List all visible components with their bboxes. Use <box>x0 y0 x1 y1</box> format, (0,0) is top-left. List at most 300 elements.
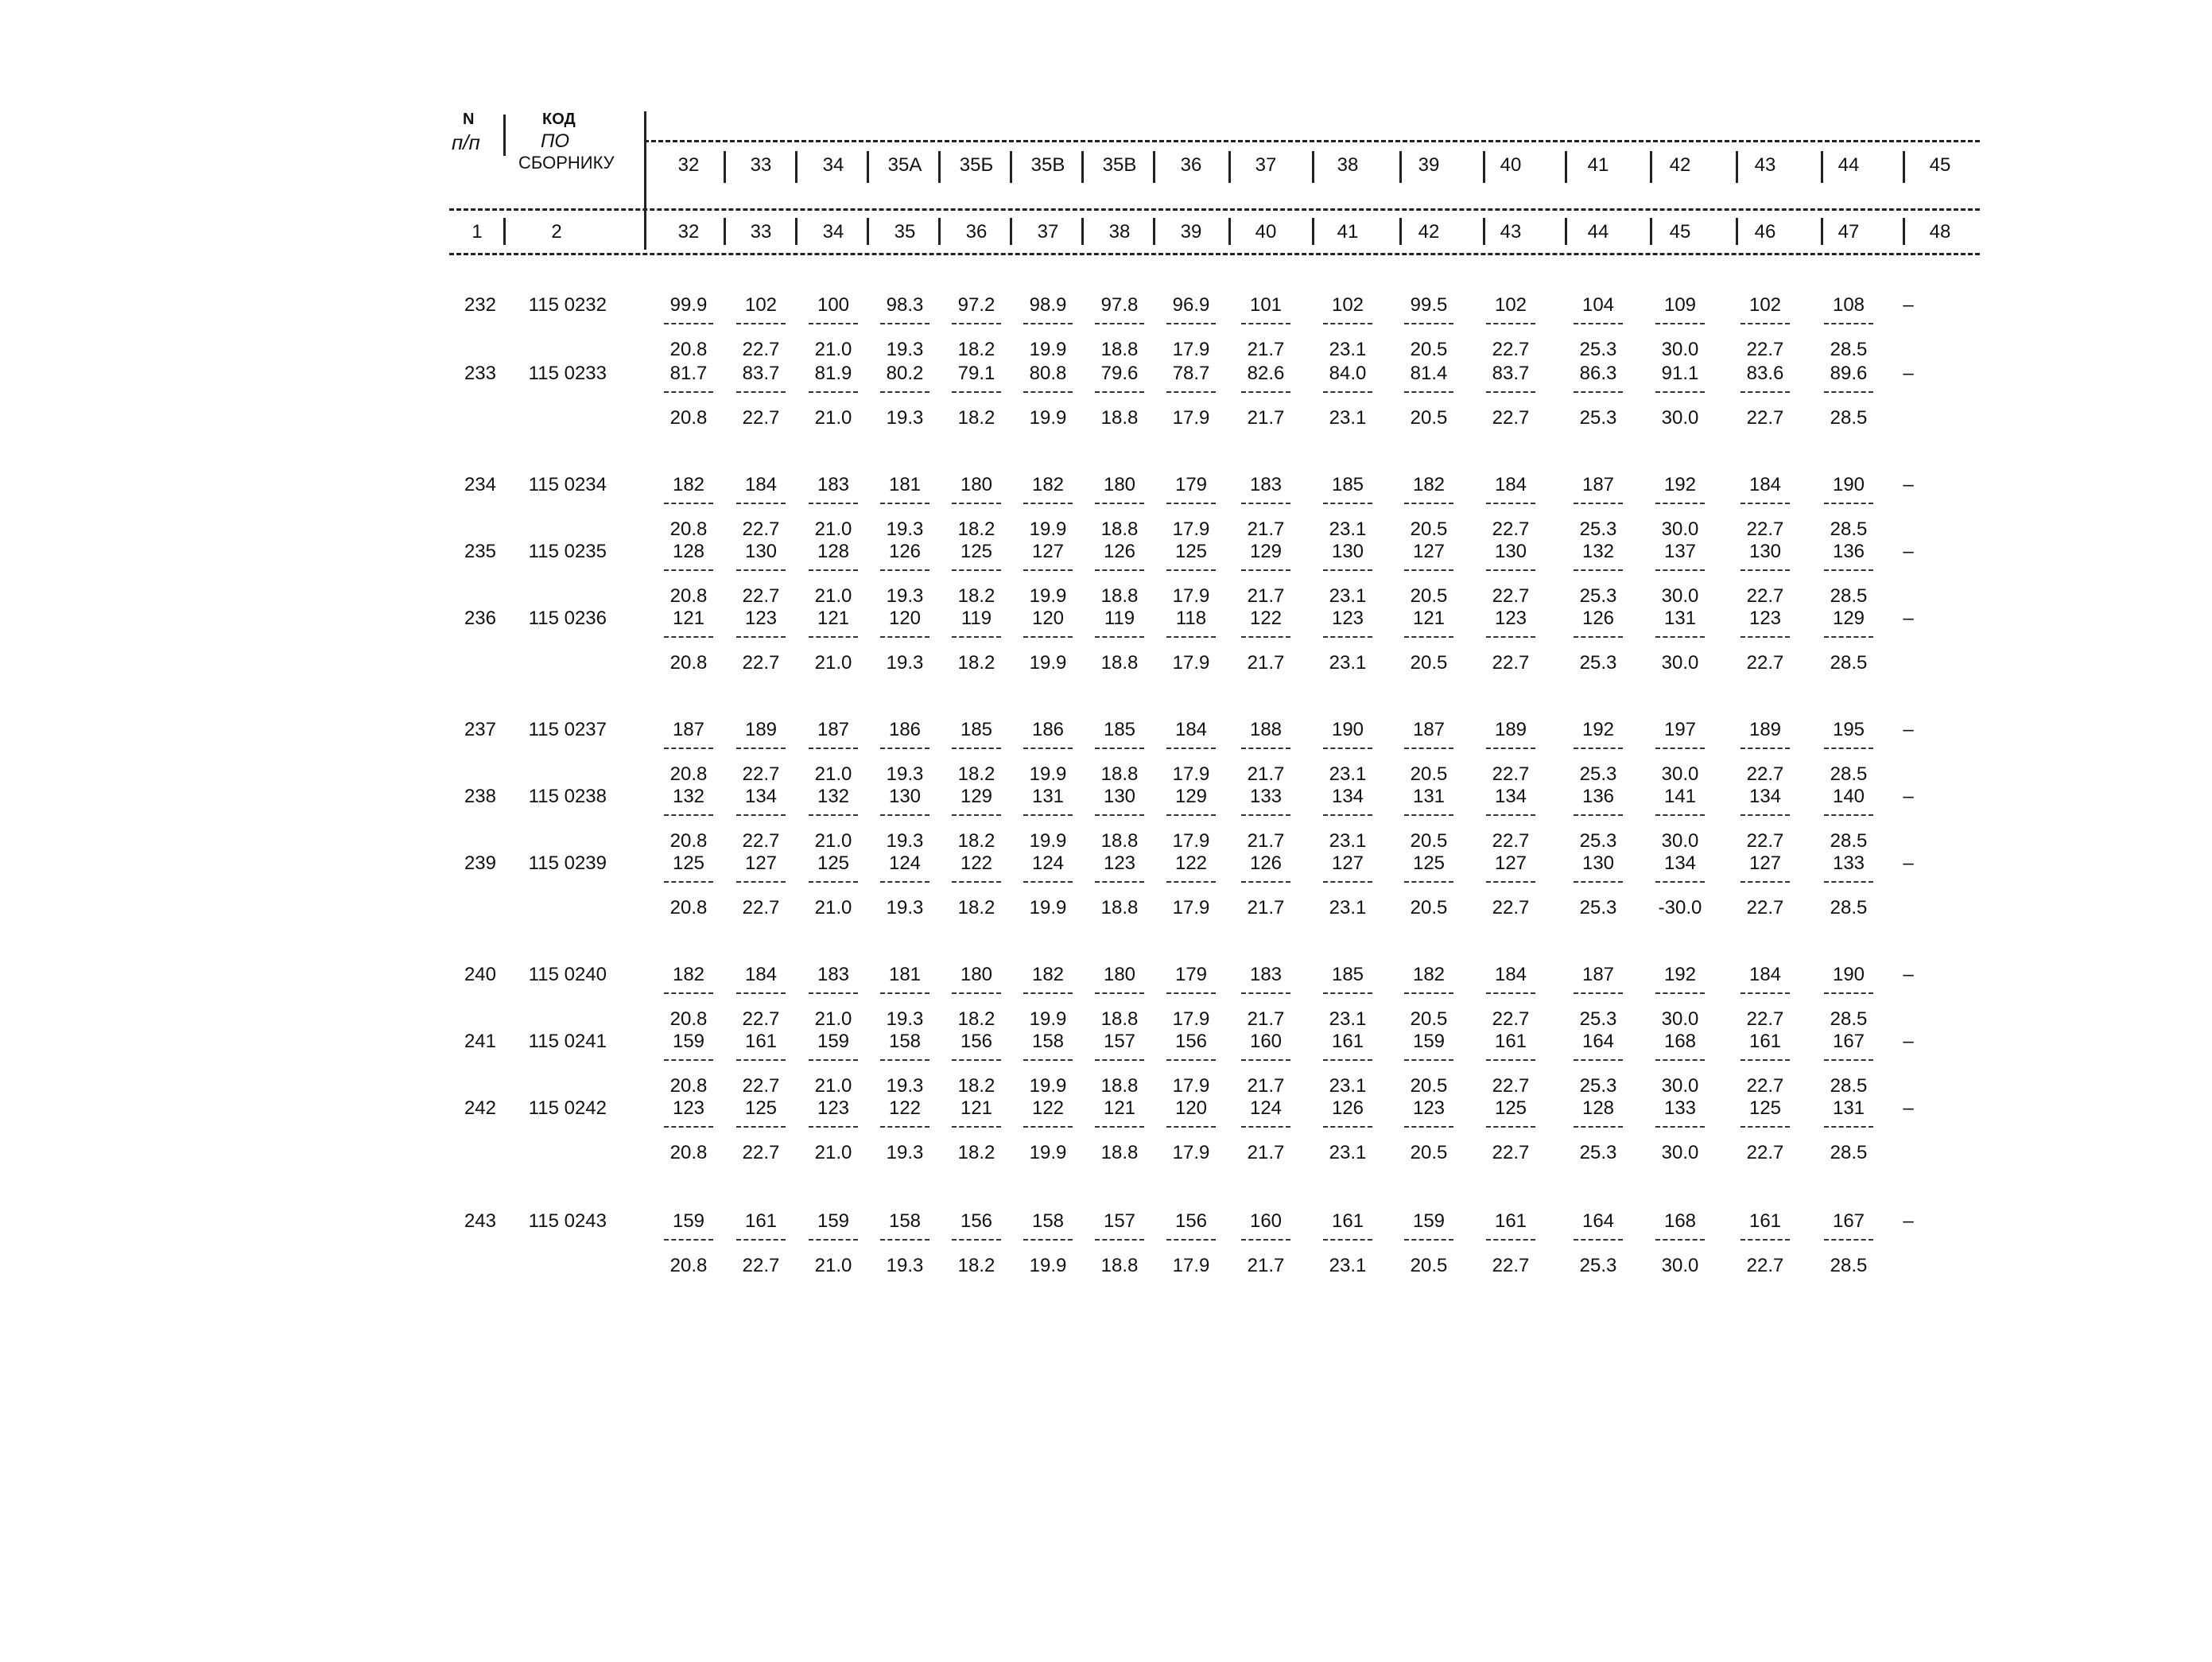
numerator-value: 130 <box>888 786 922 807</box>
numerator-value: 119 <box>960 608 992 629</box>
fraction-bar <box>1166 636 1216 638</box>
header-column-number: 46 <box>1754 221 1776 243</box>
numerator-value: 125 <box>1748 1097 1782 1119</box>
numerator-value: 131 <box>1663 608 1697 629</box>
fraction-bar <box>1740 748 1790 749</box>
header-column-label: 45 <box>1929 154 1951 176</box>
header-column-divider <box>724 151 726 183</box>
denominator-value: 19.3 <box>886 1142 924 1163</box>
numerator-value: 187 <box>672 719 705 740</box>
numerator-value: 123 <box>1412 1097 1446 1119</box>
fraction-bar <box>1323 391 1372 393</box>
denominator-value: 22.7 <box>742 652 780 674</box>
numerator-value: 84.0 <box>1329 363 1367 384</box>
numerator-value: 158 <box>888 1031 922 1052</box>
header-column-number: 48 <box>1929 221 1951 243</box>
denominator-value: 19.9 <box>1029 830 1067 852</box>
fraction-bar <box>809 1059 858 1061</box>
denominator-value: 22.7 <box>1492 339 1530 360</box>
row-code: 115 0232 <box>528 294 607 316</box>
numerator-value: 121 <box>672 608 705 629</box>
last-column-dash: – <box>1903 541 1914 562</box>
fraction-bar <box>952 503 1001 504</box>
denominator-value: 17.9 <box>1172 518 1210 540</box>
denominator-value: 22.7 <box>742 407 780 429</box>
numerator-value: 186 <box>1031 719 1065 740</box>
numerator-value: 121 <box>960 1097 993 1119</box>
denominator-value: 22.7 <box>742 1008 780 1030</box>
header-column-divider <box>1650 151 1652 183</box>
numerator-value: 140 <box>1832 786 1865 807</box>
numerator-value: 127 <box>1494 852 1527 874</box>
numerator-value: 102 <box>1494 294 1527 316</box>
fraction-bar <box>1404 569 1453 571</box>
denominator-value: 22.7 <box>742 585 780 607</box>
fraction-bar <box>952 569 1001 571</box>
denominator-value: 19.3 <box>886 1255 924 1276</box>
fraction-bar <box>1323 814 1372 816</box>
numerator-value: 127 <box>1748 852 1782 874</box>
numerator-value: 136 <box>1832 541 1865 562</box>
denominator-value: 30.0 <box>1661 518 1699 540</box>
row-code: 115 0241 <box>528 1031 607 1052</box>
fraction-bar <box>1740 814 1790 816</box>
numerator-value: 160 <box>1249 1210 1283 1232</box>
fraction-bar <box>1824 748 1873 749</box>
fraction-bar <box>952 881 1001 883</box>
fraction-bar <box>1404 503 1453 504</box>
numerator-value: 126 <box>1331 1097 1364 1119</box>
fraction-bar <box>1486 1059 1535 1061</box>
fraction-bar <box>1486 391 1535 393</box>
denominator-value: 20.8 <box>669 652 708 674</box>
fraction-bar <box>1023 1059 1073 1061</box>
fraction-bar <box>1824 1239 1873 1241</box>
numerator-value: 185 <box>1331 964 1364 985</box>
denominator-value: 18.8 <box>1100 407 1139 429</box>
denominator-value: 22.7 <box>1746 830 1784 852</box>
denominator-value: 23.1 <box>1329 1008 1367 1030</box>
numerator-value: 180 <box>960 474 993 495</box>
numerator-value: 96.9 <box>1172 294 1210 316</box>
numerator-value: 97.8 <box>1100 294 1139 316</box>
numerator-value: 141 <box>1663 786 1697 807</box>
numerator-value: 137 <box>1663 541 1697 562</box>
denominator-value: 19.3 <box>886 407 924 429</box>
numerator-value: 118 <box>1175 608 1207 629</box>
header-number-divider <box>724 218 726 245</box>
numerator-value: 167 <box>1832 1031 1865 1052</box>
numerator-value: 161 <box>744 1031 778 1052</box>
fraction-bar <box>1023 391 1073 393</box>
numerator-value: 125 <box>960 541 993 562</box>
denominator-value: 30.0 <box>1661 1255 1699 1276</box>
fraction-bar <box>1241 814 1290 816</box>
numerator-value: 180 <box>960 964 993 985</box>
numerator-value: 179 <box>1174 964 1208 985</box>
fraction-bar <box>1574 1059 1623 1061</box>
numerator-value: 126 <box>1103 541 1136 562</box>
denominator-value: 22.7 <box>1746 763 1784 785</box>
fraction-bar <box>1486 323 1535 324</box>
denominator-value: 23.1 <box>1329 585 1367 607</box>
numerator-value: 102 <box>1748 294 1782 316</box>
fraction-bar <box>1166 992 1216 994</box>
header-column-divider <box>1903 151 1905 183</box>
denominator-value: 28.5 <box>1830 339 1868 360</box>
denominator-value: 22.7 <box>1746 339 1784 360</box>
denominator-value: 19.3 <box>886 652 924 674</box>
header-column-label: 32 <box>677 154 700 176</box>
fraction-bar <box>1404 992 1453 994</box>
header-number-divider <box>1312 218 1314 245</box>
denominator-value: 22.7 <box>1492 830 1530 852</box>
denominator-value: 20.8 <box>669 1075 708 1097</box>
denominator-value: 19.9 <box>1029 339 1067 360</box>
numerator-value: 182 <box>672 964 705 985</box>
fraction-bar <box>1574 636 1623 638</box>
row-number: 237 <box>464 719 496 740</box>
numerator-value: 132 <box>1581 541 1615 562</box>
numerator-value: 158 <box>1031 1031 1065 1052</box>
fraction-bar <box>1740 1059 1790 1061</box>
denominator-value: 25.3 <box>1579 763 1617 785</box>
denominator-value: 21.7 <box>1247 1255 1285 1276</box>
denominator-value: 20.8 <box>669 1255 708 1276</box>
denominator-value: 21.7 <box>1247 518 1285 540</box>
denominator-value: 19.3 <box>886 1008 924 1030</box>
denominator-value: 18.8 <box>1100 1255 1139 1276</box>
fraction-bar <box>1824 569 1873 571</box>
fraction-bar <box>1323 323 1372 324</box>
header-column-label: 34 <box>822 154 844 176</box>
header-column-number: 47 <box>1838 221 1860 243</box>
numerator-value: 83.7 <box>742 363 780 384</box>
fraction-bar <box>1574 1239 1623 1241</box>
numerator-value: 130 <box>1331 541 1364 562</box>
fraction-bar <box>1824 636 1873 638</box>
denominator-value: 21.7 <box>1247 585 1285 607</box>
fraction-bar <box>1166 391 1216 393</box>
numerator-value: 133 <box>1663 1097 1697 1119</box>
numerator-value: 131 <box>1031 786 1065 807</box>
numerator-value: 182 <box>1412 474 1446 495</box>
numerator-value: 123 <box>1494 608 1527 629</box>
numerator-value: 120 <box>1031 608 1065 629</box>
fraction-bar <box>664 1239 713 1241</box>
fraction-bar <box>1740 881 1790 883</box>
denominator-value: 19.9 <box>1029 1075 1067 1097</box>
numerator-value: 183 <box>817 474 850 495</box>
numerator-value: 158 <box>1031 1210 1065 1232</box>
numerator-value: 156 <box>1174 1031 1208 1052</box>
numerator-value: 195 <box>1832 719 1865 740</box>
denominator-value: 18.2 <box>957 763 995 785</box>
numerator-value: 184 <box>1494 474 1527 495</box>
denominator-value: 20.5 <box>1410 1142 1448 1163</box>
fraction-bar <box>664 503 713 504</box>
fraction-bar <box>1574 881 1623 883</box>
fraction-bar <box>736 323 786 324</box>
header-column-number: 44 <box>1587 221 1609 243</box>
numerator-value: 161 <box>1748 1031 1782 1052</box>
numerator-value: 124 <box>1031 852 1065 874</box>
denominator-value: 20.5 <box>1410 407 1448 429</box>
fraction-bar <box>736 1126 786 1128</box>
denominator-value: 18.2 <box>957 339 995 360</box>
numerator-value: 122 <box>1031 1097 1065 1119</box>
header-number-divider <box>1483 218 1485 245</box>
denominator-value: 18.2 <box>957 585 995 607</box>
fraction-bar <box>809 636 858 638</box>
numerator-value: 190 <box>1331 719 1364 740</box>
fraction-bar <box>1655 391 1705 393</box>
fraction-bar <box>1655 992 1705 994</box>
fraction-bar <box>1023 992 1073 994</box>
fraction-bar <box>1655 748 1705 749</box>
fraction-bar <box>1166 503 1216 504</box>
numerator-value: 122 <box>888 1097 922 1119</box>
row-number: 233 <box>464 363 496 384</box>
denominator-value: 21.7 <box>1247 1008 1285 1030</box>
header-column-label: 37 <box>1255 154 1277 176</box>
denominator-value: 22.7 <box>742 1255 780 1276</box>
fraction-bar <box>1023 1239 1073 1241</box>
numerator-value: 99.5 <box>1410 294 1448 316</box>
header-column-label: 43 <box>1754 154 1776 176</box>
denominator-value: 20.5 <box>1410 1075 1448 1097</box>
numerator-value: 123 <box>817 1097 850 1119</box>
numerator-value: 197 <box>1663 719 1697 740</box>
fraction-bar <box>1095 881 1144 883</box>
fraction-bar <box>1166 323 1216 324</box>
numerator-value: 104 <box>1581 294 1615 316</box>
fraction-bar <box>1166 881 1216 883</box>
numerator-value: 186 <box>888 719 922 740</box>
denominator-value: 22.7 <box>1492 1142 1530 1163</box>
denominator-value: 21.0 <box>814 585 852 607</box>
denominator-value: 28.5 <box>1830 585 1868 607</box>
denominator-value: 17.9 <box>1172 1008 1210 1030</box>
fraction-bar <box>1574 1126 1623 1128</box>
fraction-bar <box>1095 323 1144 324</box>
numerator-value: 127 <box>1331 852 1364 874</box>
row-code: 115 0234 <box>528 474 607 495</box>
numerator-value: 161 <box>744 1210 778 1232</box>
fraction-bar <box>1323 636 1372 638</box>
numerator-value: 132 <box>672 786 705 807</box>
fraction-bar <box>1486 814 1535 816</box>
fraction-bar <box>1095 814 1144 816</box>
last-column-dash: – <box>1903 964 1914 985</box>
fraction-bar <box>1323 881 1372 883</box>
fraction-bar <box>809 323 858 324</box>
header-column-number: 43 <box>1500 221 1522 243</box>
header-number-divider <box>867 218 869 245</box>
row-number: 235 <box>464 541 496 562</box>
header-column-number: 42 <box>1418 221 1440 243</box>
numerator-value: 161 <box>1748 1210 1782 1232</box>
fraction-bar <box>1023 814 1073 816</box>
denominator-value: 21.7 <box>1247 763 1285 785</box>
fraction-bar <box>664 748 713 749</box>
denominator-value: 18.8 <box>1100 1142 1139 1163</box>
header-number-divider <box>1821 218 1823 245</box>
numerator-value: 130 <box>1494 541 1527 562</box>
fraction-bar <box>880 1059 929 1061</box>
numerator-value: 134 <box>1494 786 1527 807</box>
numerator-value: 187 <box>1581 964 1615 985</box>
denominator-value: 23.1 <box>1329 1142 1367 1163</box>
numerator-value: 123 <box>744 608 778 629</box>
header-column-divider <box>1153 151 1155 183</box>
row-number: 238 <box>464 786 496 807</box>
numerator-value: 159 <box>1412 1210 1446 1232</box>
fraction-bar <box>1655 323 1705 324</box>
fraction-bar <box>1740 636 1790 638</box>
fraction-bar <box>1023 323 1073 324</box>
numerator-value: 134 <box>744 786 778 807</box>
denominator-value: 17.9 <box>1172 339 1210 360</box>
denominator-value: 22.7 <box>1492 407 1530 429</box>
denominator-value: 23.1 <box>1329 1075 1367 1097</box>
denominator-value: 17.9 <box>1172 652 1210 674</box>
fraction-bar <box>1241 1059 1290 1061</box>
denominator-value: 21.0 <box>814 518 852 540</box>
denominator-value: 21.0 <box>814 407 852 429</box>
numerator-value: 121 <box>1412 608 1446 629</box>
row-code: 115 0243 <box>528 1210 607 1232</box>
fraction-bar <box>1166 569 1216 571</box>
numerator-value: 100 <box>817 294 850 316</box>
fraction-bar <box>1241 391 1290 393</box>
denominator-value: 22.7 <box>742 1142 780 1163</box>
denominator-value: 21.7 <box>1247 339 1285 360</box>
fraction-bar <box>736 1239 786 1241</box>
fraction-bar <box>952 1239 1001 1241</box>
numerator-value: 101 <box>1249 294 1283 316</box>
denominator-value: 28.5 <box>1830 763 1868 785</box>
denominator-value: 22.7 <box>1746 518 1784 540</box>
fraction-bar <box>736 748 786 749</box>
fraction-bar <box>880 569 929 571</box>
fraction-bar <box>1574 992 1623 994</box>
denominator-value: 30.0 <box>1661 1142 1699 1163</box>
header-column-label: 35Б <box>959 154 994 176</box>
denominator-value: 21.7 <box>1247 407 1285 429</box>
denominator-value: 18.8 <box>1100 1075 1139 1097</box>
numerator-value: 83.7 <box>1492 363 1530 384</box>
denominator-value: 23.1 <box>1329 407 1367 429</box>
row-number: 243 <box>464 1210 496 1232</box>
denominator-value: 19.9 <box>1029 1255 1067 1276</box>
fraction-bar <box>1574 569 1623 571</box>
header-code-sub2: СБОРНИКУ <box>518 153 615 173</box>
denominator-value: 20.8 <box>669 1008 708 1030</box>
denominator-value: 20.5 <box>1410 897 1448 918</box>
denominator-value: 28.5 <box>1830 1075 1868 1097</box>
numerator-value: 159 <box>672 1210 705 1232</box>
numerator-value: 130 <box>1581 852 1615 874</box>
denominator-value: 21.0 <box>814 763 852 785</box>
numerator-value: 129 <box>1832 608 1865 629</box>
fraction-bar <box>1574 814 1623 816</box>
numerator-value: 134 <box>1663 852 1697 874</box>
numerator-value: 190 <box>1832 964 1865 985</box>
fraction-bar <box>1740 1126 1790 1128</box>
header-column-number: 45 <box>1669 221 1691 243</box>
numerator-value: 127 <box>1031 541 1065 562</box>
header-column-number: 1 <box>472 221 483 243</box>
header-column-divider <box>1736 151 1738 183</box>
numerator-value: 99.9 <box>669 294 708 316</box>
numerator-value: 159 <box>672 1031 705 1052</box>
header-column-label: 35А <box>887 154 922 176</box>
numerator-value: 133 <box>1832 852 1865 874</box>
numerator-value: 134 <box>1331 786 1364 807</box>
denominator-value: 22.7 <box>1746 1008 1784 1030</box>
numerator-value: 189 <box>1748 719 1782 740</box>
fraction-bar <box>1655 636 1705 638</box>
numerator-value: 123 <box>1331 608 1364 629</box>
denominator-value: 18.2 <box>957 1255 995 1276</box>
denominator-value: 23.1 <box>1329 1255 1367 1276</box>
denominator-value: 25.3 <box>1579 1008 1617 1030</box>
header-column-divider <box>1483 151 1485 183</box>
denominator-value: 25.3 <box>1579 1075 1617 1097</box>
header-column-number: 41 <box>1337 221 1359 243</box>
numerator-value: 125 <box>744 1097 778 1119</box>
denominator-value: 18.8 <box>1100 518 1139 540</box>
denominator-value: 25.3 <box>1579 407 1617 429</box>
row-code: 115 0238 <box>528 786 607 807</box>
fraction-bar <box>952 1059 1001 1061</box>
denominator-value: 18.2 <box>957 1142 995 1163</box>
numerator-value: 131 <box>1832 1097 1865 1119</box>
denominator-value: 21.0 <box>814 1142 852 1163</box>
denominator-value: 22.7 <box>1746 407 1784 429</box>
fraction-bar <box>952 814 1001 816</box>
fraction-bar <box>736 636 786 638</box>
fraction-bar <box>880 1239 929 1241</box>
fraction-bar <box>1740 323 1790 324</box>
numerator-value: 181 <box>888 964 922 985</box>
denominator-value: 21.0 <box>814 652 852 674</box>
denominator-value: 30.0 <box>1661 585 1699 607</box>
fraction-bar <box>664 391 713 393</box>
fraction-bar <box>1655 1059 1705 1061</box>
numerator-value: 108 <box>1832 294 1865 316</box>
numerator-value: 157 <box>1103 1031 1136 1052</box>
header-column-label: 36 <box>1180 154 1202 176</box>
numerator-value: 189 <box>744 719 778 740</box>
denominator-value: 28.5 <box>1830 1008 1868 1030</box>
denominator-value: 17.9 <box>1172 1255 1210 1276</box>
numerator-value: 131 <box>1412 786 1446 807</box>
fraction-bar <box>880 1126 929 1128</box>
numerator-value: 79.6 <box>1100 363 1139 384</box>
fraction-bar <box>880 814 929 816</box>
fraction-bar <box>1574 503 1623 504</box>
numerator-value: 168 <box>1663 1031 1697 1052</box>
row-code: 115 0240 <box>528 964 607 985</box>
fraction-bar <box>1486 992 1535 994</box>
numerator-value: 158 <box>888 1210 922 1232</box>
last-column-dash: – <box>1903 1031 1914 1052</box>
numerator-value: 159 <box>817 1031 850 1052</box>
denominator-value: 28.5 <box>1830 652 1868 674</box>
numerator-value: 180 <box>1103 964 1136 985</box>
